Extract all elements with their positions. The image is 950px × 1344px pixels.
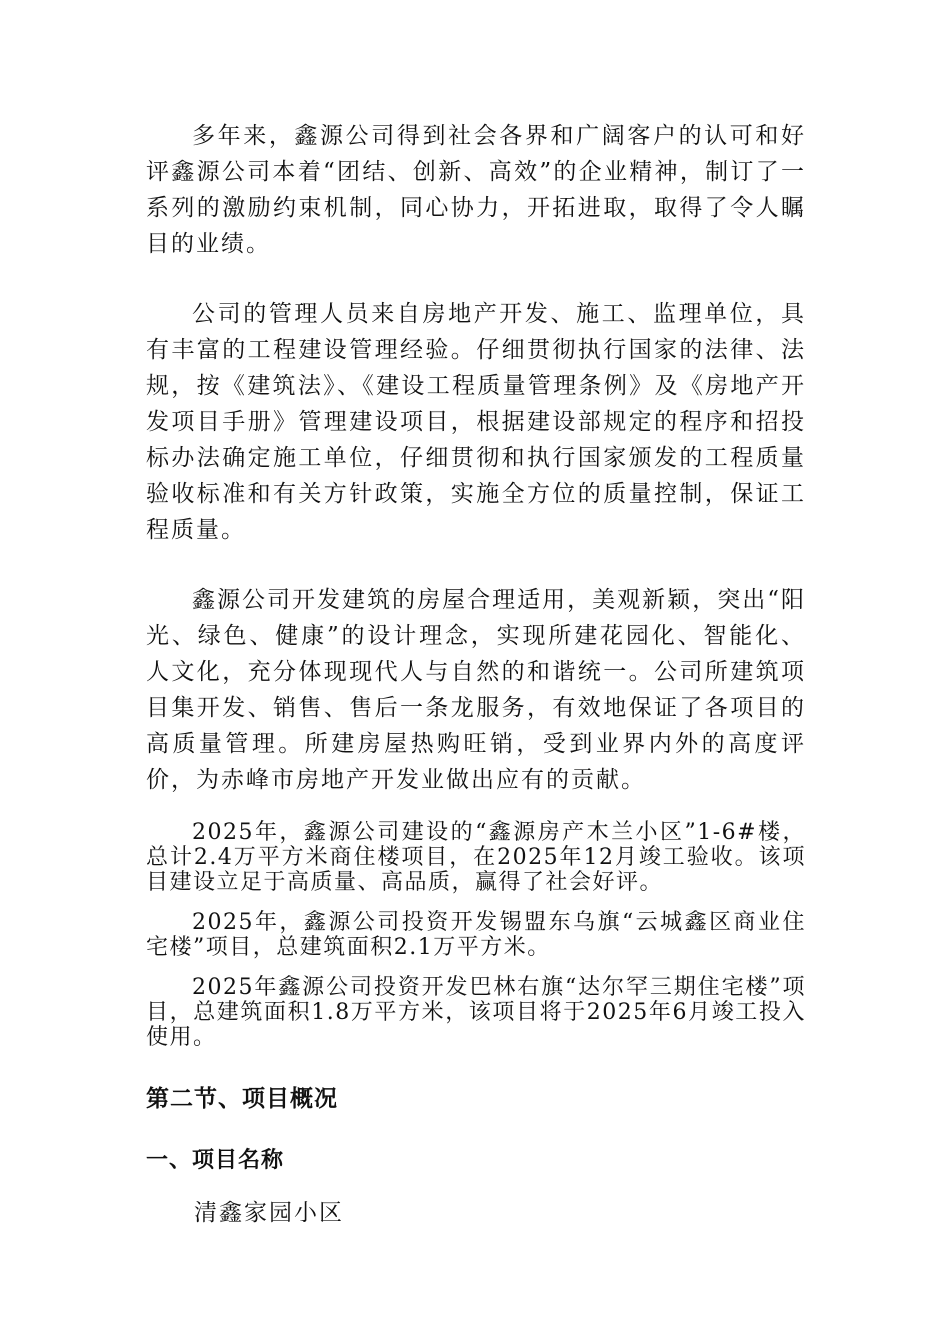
paragraph-mulan-project: 2025年，鑫源公司建设的“鑫源房产木兰小区”1-6#楼，总计2.4万平方米商住楼项目，在2025年12月竣工验收。该项目建设立足于高质量、高品质，赢得了社会好评。 (146, 820, 806, 895)
paragraph-design-philosophy: 鑫源公司开发建筑的房屋合理适用，美观新颖，突出“阳光、绿色、健康”的设计理念，实现所建花园化、智能化、人文化，充分体现现代人与自然的和谐统一。公司所建筑项目集开发、销售、售后一条龙服务，有效地保证了各项目的高质量管理。所建房屋热购旺销，受到业界内外的高度评价，为赤峰市房地产开发业做出应有的贡献。 (146, 587, 806, 793)
document-body (146, 118, 806, 1228)
paragraph-daerhan-project: 2025年鑫源公司投资开发巴林右旗“达尔罕三期住宅楼”项目，总建筑面积1.8万平方米，该项目将于2025年6月竣工投入使用。 (146, 975, 806, 1050)
paragraph-management-team: 公司的管理人员来自房地产开发、施工、监理单位，具有丰富的工程建设管理经验。仔细贯彻执行国家的法律、法规，按《建筑法》、《建设工程质量管理条例》及《房地产开发项目手册》管理建设项目，根据建设部规定的程序和招投标办法确定施工单位，仔细贯彻和执行国家颁发的工程质量验收标准和有关方针政策，实施全方位的质量控制，保证工程质量。 (146, 301, 806, 543)
subsection-heading: 一、项目名称 (146, 1148, 285, 1173)
paragraph-company-reputation: 多年来，鑫源公司得到社会各界和广阔客户的认可和好评鑫源公司本着“团结、创新、高效”的企业精神，制订了一系列的激励约束机制，同心协力，开拓进取，取得了令人瞩目的业绩。 (146, 123, 806, 257)
section-heading: 第二节、项目概况 (146, 1086, 338, 1112)
project-name-text: 清鑫家园小区 (194, 1200, 344, 1226)
paragraph-yuncheng-project: 2025年，鑫源公司投资开发锡盟东乌旗“云城鑫区商业住宅楼”项目，总建筑面积2.1万平方米。 (146, 910, 806, 960)
